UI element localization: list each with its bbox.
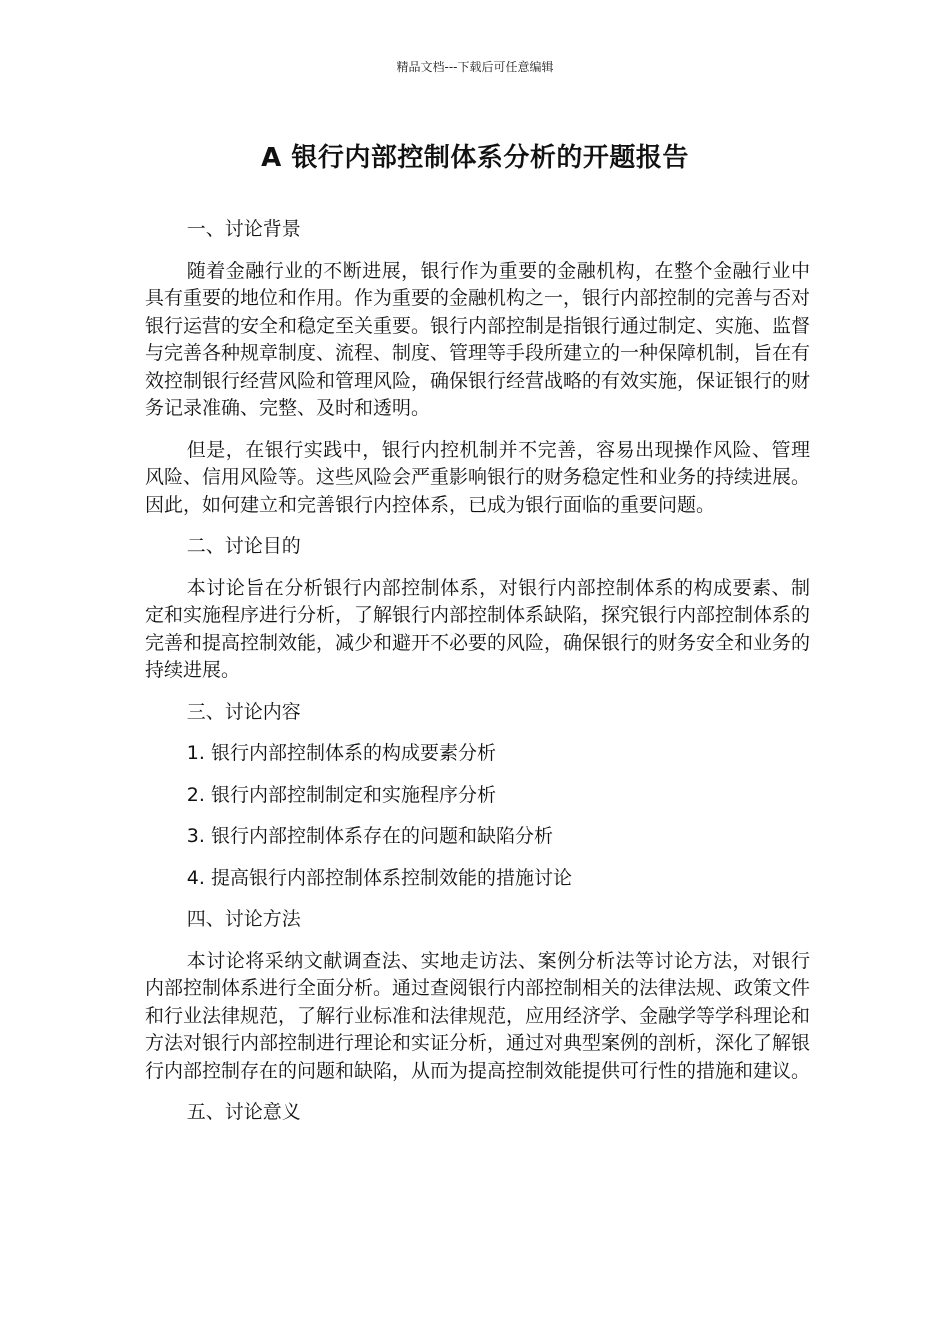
paragraph-method: 本讨论将采纳文献调查法、实地走访法、案例分析法等讨论方法，对银行内部控制体系进行全面分析。通过查阅银行内部控制相关的法律法规、政策文件和行业法律规范，了解行业标准和法律规范，应用经济学、金融学等学科理论和方法对银行内部控制进行理论和实证分析，通过对典型案例的剖析，深化了解银行内部控制存在的问题和缺陷，从而为提高控制效能提供可行性的措施和建议。 [145, 949, 811, 1082]
paragraph-background-1: 随着金融行业的不断进展，银行作为重要的金融机构，在整个金融行业中具有重要的地位和作用。作为重要的金融机构之一，银行内部控制的完善与否对银行运营的安全和稳定至关重要。银行内部控制是指银行通过制定、实施、监督与完善各种规章制度、流程、制度、管理等手段所建立的一种保障机制，旨在有效控制银行经营风险和管理风险，确保银行经营战略的有效实施，保证银行的财务记录准确、完整、及时和透明。 [145, 259, 811, 419]
section-heading-method: 四、讨论方法 [186, 908, 301, 930]
list-item-content-1: 1. 银行内部控制体系的构成要素分析 [186, 742, 496, 764]
section-heading-background: 一、讨论背景 [186, 218, 301, 240]
document-title: A 银行内部控制体系分析的开题报告 [261, 143, 689, 173]
list-item-content-4: 4. 提高银行内部控制体系控制效能的措施讨论 [186, 866, 572, 889]
section-heading-purpose: 二、讨论目的 [186, 535, 301, 557]
list-item-content-2: 2. 银行内部控制制定和实施程序分析 [186, 783, 496, 806]
document-body [145, 216, 810, 1141]
section-heading-significance: 五、讨论意义 [186, 1101, 301, 1123]
section-heading-content: 三、讨论内容 [186, 700, 301, 723]
list-item-content-3: 3. 银行内部控制体系存在的问题和缺陷分析 [186, 825, 553, 847]
paragraph-purpose: 本讨论旨在分析银行内部控制体系，对银行内部控制体系的构成要素、制定和实施程序进行分析，了解银行内部控制体系缺陷，探究银行内部控制体系的完善和提高控制效能，减少和避开不必要的风险，确保银行的财务安全和业务的持续进展。 [145, 576, 811, 681]
header-note: 精品文档---下载后可任意编辑 [396, 60, 554, 74]
paragraph-background-2: 但是，在银行实践中，银行内控机制并不完善，容易出现操作风险、管理风险、信用风险等。这些风险会严重影响银行的财务稳定性和业务的持续进展。因此，如何建立和完善银行内控体系，已成为银行面临的重要问题。 [145, 438, 811, 516]
